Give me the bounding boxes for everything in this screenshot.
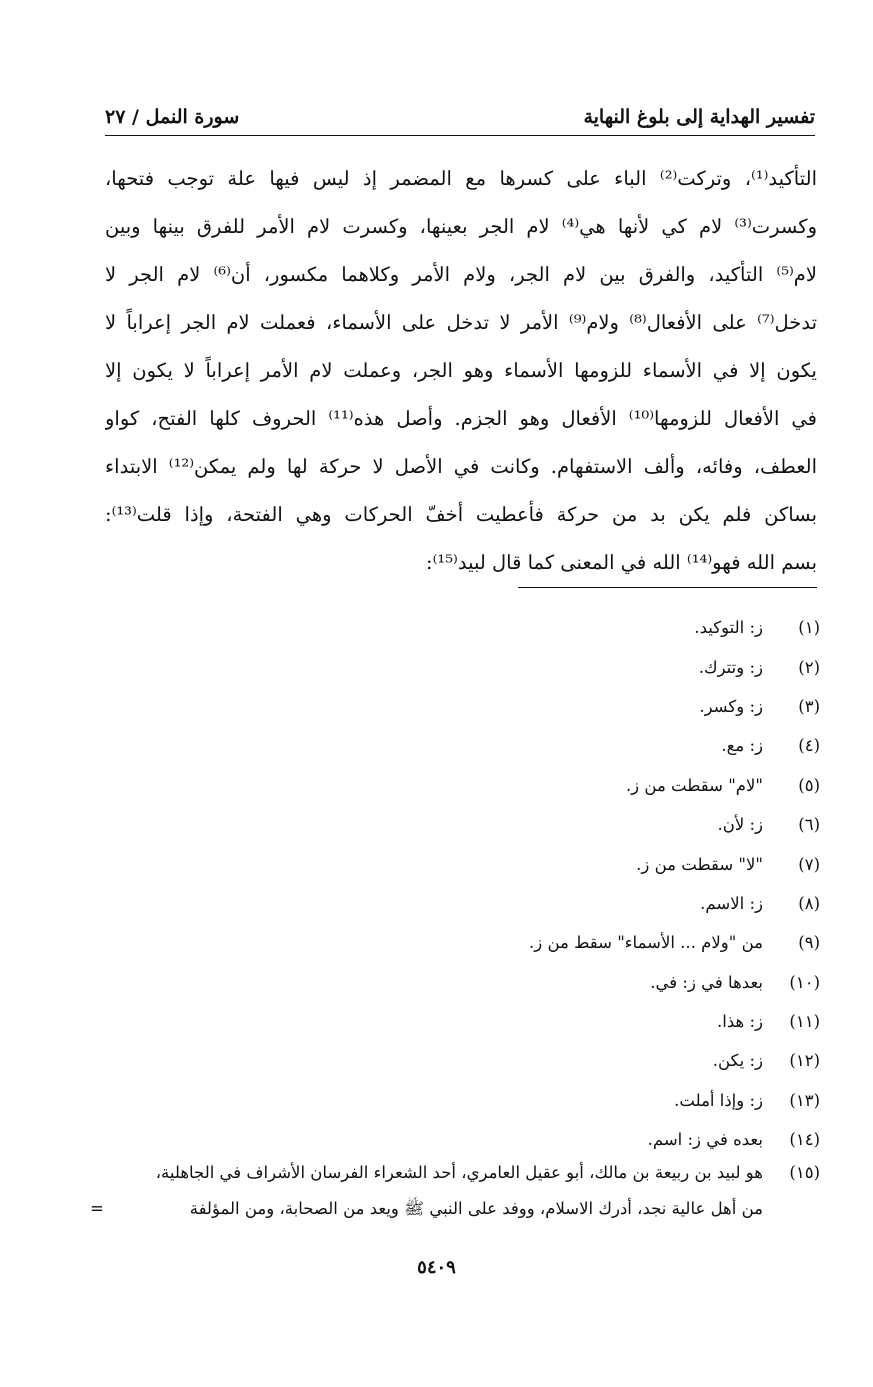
footnote-number: (١٠) (789, 972, 820, 992)
footnote-number: (١٢) (789, 1051, 820, 1071)
footnote-text: "لا" سقطت من ز. (636, 854, 763, 874)
body-line: وكسرت⁽³⁾ لام كي لأنها هي⁽⁴⁾ لام الجر بعينها، وكسرت لام الأمر للفرق بينها وبين (105, 215, 817, 238)
body-line: لام⁽⁵⁾ التأكيد، والفرق بين لام الجر، ولام الأمر وكلاهما مكسور، أن⁽⁶⁾ لام الجر لا (105, 263, 817, 286)
footnote (90, 844, 820, 883)
footnote-text: بعده في ز: اسم. (647, 1130, 763, 1150)
footnote-text: ز: وإذا أملت. (674, 1090, 763, 1110)
footnote-text: ز: التوكيد. (694, 618, 763, 638)
footnote-number: (٨) (798, 893, 820, 913)
footnote-number: (٧) (798, 854, 820, 874)
body-line: التأكيد⁽¹⁾، وتركت⁽²⁾ الباء على كسرها مع المضمر إذ ليس فيها علة توجب فتحها، (105, 167, 817, 190)
footnote (90, 923, 820, 962)
running-header (105, 96, 815, 128)
footnote-text: ز: هذا. (717, 1012, 763, 1032)
footnote-number: (١) (798, 618, 820, 638)
body-line: في الأفعال للزومها⁽¹⁰⁾ الأفعال وهو الجزم. وأصل هذه⁽¹¹⁾ الحروف كلها الفتح، كواو (105, 407, 817, 430)
footnote (90, 726, 820, 765)
body-line: بساكن فلم يكن بد من حركة فأعطيت أخفّ الحركات وهي الفتحة، وإذا قلت⁽¹³⁾: (105, 503, 817, 526)
footnote-text: هو لبيد بن ربيعة بن مالك، أبو عقيل العامري، أحد الشعراء الفرسان الأشراف في الجاهلية، (155, 1163, 763, 1183)
footnote-text: من "ولام ... الأسماء" سقط من ز. (529, 933, 763, 953)
surah-label: سورة النمل / ٢٧ (105, 106, 240, 128)
footnote-number: (١٣) (789, 1090, 820, 1110)
footnote-text: ز: لأن. (717, 815, 763, 835)
page-number: ٥٤٠٩ (417, 1257, 456, 1278)
book-title: تفسير الهداية إلى بلوغ النهاية (583, 106, 815, 128)
footnote (90, 608, 820, 647)
footnote-text: من أهل عالية نجد، أدرك الاسلام، ووفد على النبي ﷺ ويعد من الصحابة، ومن المؤلفة (189, 1199, 763, 1219)
footnotes (90, 608, 820, 1227)
footnote-text: ز: وتترك. (698, 657, 763, 677)
footnote (90, 1002, 820, 1041)
body-line: العطف، وفائه، وألف الاستفهام. وكانت في الأصل لا حركة لها ولم يمكن⁽¹²⁾ الابتداء (105, 455, 817, 478)
footnote (90, 766, 820, 805)
footnote-text: ز: الاسم. (700, 893, 763, 913)
footnote (90, 1041, 820, 1080)
footnote-text: "لام" سقطت من ز. (625, 775, 763, 795)
footnote (90, 884, 820, 923)
continuation-mark: = (90, 1199, 104, 1219)
footnote (90, 687, 820, 726)
footnote-number: (١٥) (789, 1163, 820, 1183)
footnote-number: (١٤) (789, 1130, 820, 1150)
footnote-number: (٦) (798, 815, 820, 835)
footnote (90, 963, 820, 1002)
body-line: يكون إلا في الأسماء للزومها الأسماء وهو الجر، وعملت لام الأمر إعراباً لا يكون إلا (105, 359, 817, 382)
footnote-text: ز: وكسر. (699, 696, 763, 716)
footnote-number: (٤) (798, 736, 820, 756)
footnote-number: (٣) (798, 696, 820, 716)
footnote-number: (١١) (789, 1012, 820, 1032)
main-text (105, 155, 817, 587)
footnote-number: (٩) (798, 933, 820, 953)
body-line: تدخل⁽⁷⁾ على الأفعال⁽⁸⁾ ولام⁽⁹⁾ الأمر لا تدخل على الأسماء، فعملت لام الجر إعراباً لا (105, 311, 817, 334)
footnote (90, 1155, 820, 1227)
footnote-text: ز: يكن. (712, 1051, 763, 1071)
footnote (90, 805, 820, 844)
body-line: بسم الله فهو⁽¹⁴⁾ الله في المعنى كما قال لبيد⁽¹⁵⁾: (426, 551, 817, 574)
footnote (90, 647, 820, 686)
footnote-text: ز: مع. (721, 736, 763, 756)
footnote-number: (٢) (798, 657, 820, 677)
footnote-number: (٥) (798, 775, 820, 795)
footnote (90, 1081, 820, 1120)
footnote-text: بعدها في ز: في. (650, 972, 763, 992)
header-rule (105, 135, 815, 136)
footnote (90, 1120, 820, 1159)
footnote-separator (518, 587, 817, 588)
